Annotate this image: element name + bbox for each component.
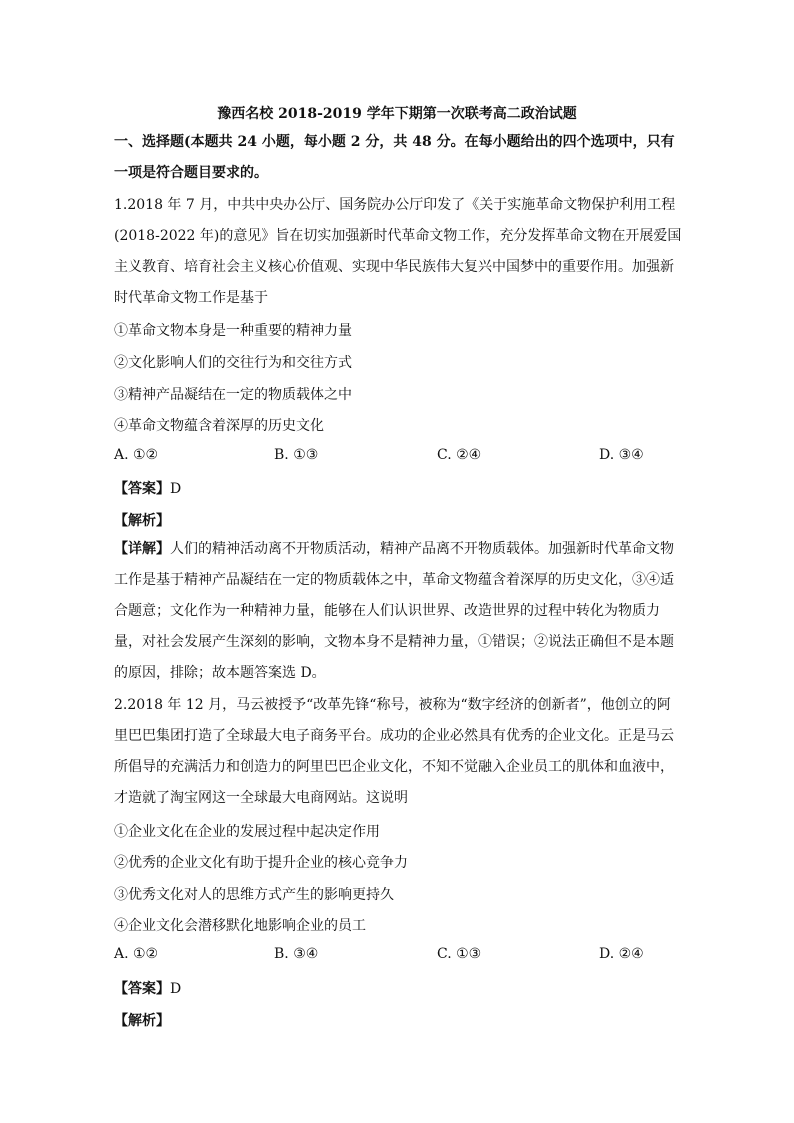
q1-item-3: ③精神产品凝结在一定的物质载体之中 <box>114 387 352 403</box>
q1-analysis-tag: 【解析】 <box>114 513 170 529</box>
q2-stem: 2.2018 年 12 月，马云被授予“改革先锋“称号，被称为“数字经济的创新者”，他创立的阿里巴巴集团打造了全球最大电子商务平台。成功的企业必然具有优秀的企业文化。正是马云所倡导的充满活力和创造力的阿里巴巴企业文化，不知不觉融入企业员工的肌体和血液中，才造就了淘宝网这一全球最大电商网站。这说明 <box>114 697 674 806</box>
q1-stem: 1.2018 年 7 月，中共中央办公厅、国务院办公厅印发了《关于实施革命文物保护利用工程(2018-2022 年)的意见》旨在切实加强新时代革命文物工作，充分发挥革命文物在开展爱国主义教育、培育社会主义核心价值观、实现中华民族伟大复兴中国梦中的重要作用。加强新时代革命文物工作是基于 <box>114 197 682 306</box>
q2-item-2: ②优秀的企业文化有助于提升企业的核心竞争力 <box>114 855 408 871</box>
q2-option-c: C. ①③ <box>437 946 482 962</box>
q2-option-d: D. ②④ <box>599 946 644 962</box>
q2-item-1: ①企业文化在企业的发展过程中起决定作用 <box>114 824 380 840</box>
q2-answer-tag: 【答案】 <box>114 981 170 997</box>
q1-option-b: B. ①③ <box>274 447 319 463</box>
exam-title: 豫西名校 2018-2019 学年下期第一次联考高二政治试题 <box>217 106 577 122</box>
q1-option-d: D. ③④ <box>599 447 644 463</box>
q2-item-3: ③优秀文化对人的思维方式产生的影响更持久 <box>114 887 394 903</box>
q2-answer-value: D <box>170 981 182 997</box>
q1-item-4: ④革命文物蕴含着深厚的历史文化 <box>114 418 324 434</box>
q2-answer <box>114 978 181 998</box>
q1-item-2: ②文化影响人们的交往行为和交往方式 <box>114 355 352 371</box>
q1-answer-tag: 【答案】 <box>114 481 170 497</box>
q2-option-a: A. ①② <box>114 946 159 962</box>
q2-analysis-tag: 【解析】 <box>114 1013 170 1029</box>
q1-answer-value: D <box>170 481 182 497</box>
q1-option-a: A. ①② <box>114 447 159 463</box>
q1-detail-text: 人们的精神活动离不开物质活动，精神产品离不开物质载体。加强新时代革命文物工作是基于精神产品凝结在一定的物质载体之中，革命文物蕴含着深厚的历史文化，③④适合题意；文化作为一种精神力量，能够在人们认识世界、改造世界的过程中转化为物质力量，对社会发展产生深刻的影响，文物本身不是精神力量，①错误；②说法正确但不是本题的原因，排除；故本题答案选 D。 <box>114 541 674 681</box>
q1-item-1: ①革命文物本身是一种重要的精神力量 <box>114 323 352 339</box>
q1-answer <box>114 478 181 498</box>
q1-option-c: C. ②④ <box>437 447 482 463</box>
q2-item-4: ④企业文化会潜移默化地影响企业的员工 <box>114 918 366 934</box>
q1-detail <box>114 534 684 689</box>
q2-option-b: B. ③④ <box>274 946 319 962</box>
section-heading: 一、选择题(本题共 24 小题，每小题 2 分，共 48 分。在每小题给出的四个选项中，只有一项是符合题目要求的。 <box>114 134 675 181</box>
q1-detail-tag: 【详解】 <box>114 541 170 557</box>
